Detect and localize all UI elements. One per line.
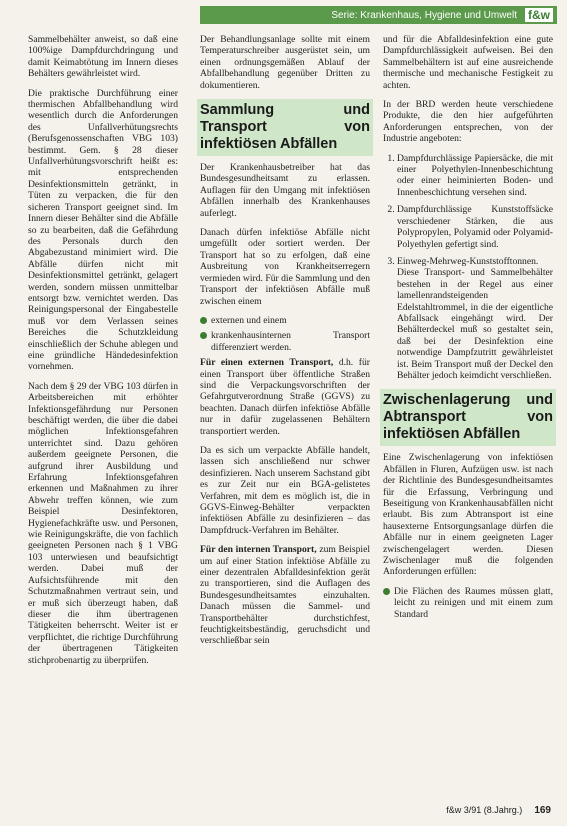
run-in-heading: Für einen externen Transport, [200,357,334,369]
paragraph: Der Krankenhausbetreiber hat das Bundesgesundheitsamt zu erlassen. Auflagen für den Umgang mit infektiösen Abfällen innerhalb des Krankenhauses auferlegt. [200,162,370,219]
paragraph: Da es sich um verpackte Abfälle handelt, lassen sich anschließend nur schwer desinfizieren. Nach unserem Sachstand gibt es zur Zeit nur ein BGA-gelistetes Verfahren, mit dem es möglich ist, die in GGVS-Einweg-Behälter verpackten infektiösen Abfälle zu desinfizieren – das Dampfdruck-Verfahren im Behälter. [200,444,370,536]
run-in-heading: Für den internen Transport, [200,544,317,556]
bullet-item [200,330,370,353]
page-number: 169 [534,805,551,816]
bullet-icon [200,317,207,324]
journal-issue: f&w 3/91 (8.Jahrg.) [446,805,523,815]
paragraph: Der Behandlungsanlage sollte mit einem Temperaturschreiber ausgerüstet sein, um einen ordnungsgemäßen Ablauf der Abfallbehandlung gegenüber Dritten zu dokumentieren. [200,34,370,91]
paragraph: und für die Abfalldesinfektion eine gute Dampfdurchlässigkeit aufweisen. Bei den Sammelbehältern ist auf eine ausreichende thermische und mechanische Festigkeit zu achten. [383,34,553,91]
section-heading: Sammlung und Transport von infektiösen Abfällen [200,102,370,153]
paragraph: Die praktische Durchführung einer thermischen Abfallbehandlung wird wesentlich durch die Anforderungen des Unfallverhütungsrechts (Berufsgenossenschaften VBG 103) bestimmt. Gem. § 28 dieser Unfallverhütungsvorschrift heißt es: mit entsprechenden Desinfektionsmitteln getränkt, in Tüten zu verpacken, die für den sicheren Transport geeignet sind. Im Innern dieser Behälter sind die Abfälle so zu bearbeiten, daß die Gefährdung des Personals durch den Abgabezustand minimiert wird. Die Abfälle dürfen nicht mit Desinfektionsmittel getränkt, gelagert werden, sondern müssen unmittelbar entsorgt bzw. vernichtet werden. Das Reinigungspersonal der Eingabestelle muß vor dem Verlassen seines Bereiches die Schutzkleidung einschließlich der Schuhe ablegen und eine gründliche Händedesinfektion vornehmen. [28,87,178,373]
section-heading-box [197,99,373,156]
paragraph: Nach dem § 29 der VBG 103 dürfen in Arbeitsbereichen mit erhöhter Infektionsgefährdung nur Personen beschäftigt werden, die über die dabei möglichen Infektionsgefahren unterrichtet sind. Dazu gehören außerdem geeignete Personen, die aufgrund ihrer Ausbildung und Erfahrung Infektionsgefahren erkennen und Maßnahmen zu ihrer Abwehr treffen können, wie zum Beispiel Desinfektoren, Hygienefachkräfte usw. und Personen, wie Reinigungskräfte, die von fachlich geeigneten Personen nach § 1 VBG 103 unterwiesen und beaufsichtigt werden. Dabei muß der Aufsichtsführende mit den Schutzmaßnahmen vertraut sein, und er muß sich überzeugt haben, daß dieser die ihm übertragenen Tätigkeiten beherrscht. Weiter ist er verpflichtet, die richtige Durchführung der übertragenen Tätigkeiten stichprobenartig zu überprüfen. [28,380,178,666]
paragraph: Danach dürfen infektiöse Abfälle nicht umgefüllt oder sortiert werden. Der Transport hat so zu erfolgen, daß eine Ausbreitung von Krankheitserregern vermieden wird. Für die Sammlung und den Transport der infektiösen Abfälle muß zwischen einem [200,227,370,307]
list-item: 3. Einweg-Mehrweg-Kunststofftonnen. Diese Transport- und Sammelbehälter bestehen in der Regel aus einer lamellenrandsteigenden Edelstahltrommel, in die der eigentliche Abfallsack eingehängt wird. Der Behälterdeckel muß so gestaltet sein, daß bei der Desinfektion eine notwendige Dampfzutritt gewährleistet ist. Beim Transport muß der Deckel den Behälter jedoch keimdicht verschließen. [397,256,553,381]
bullet-text: krankenhausinternen Transport differenziert werden. [211,330,370,353]
page-header [200,6,557,24]
paragraph: In der BRD werden heute verschiedene Produkte, die den hier aufgeführten Anforderungen entsprechen, von der Industrie angeboten: [383,99,553,145]
bullet-text: Die Flächen des Raumes müssen glatt, leicht zu reinigen und mit einem zum Standard [394,585,553,620]
section-heading-box [380,389,556,446]
page-footer [446,805,551,816]
paragraph: Sammelbehälter anweist, so daß eine 100%ige Dampfdurchdringung und damit Keimabtötung im Innern dieses Behälters gewährleistet wird. [28,34,178,80]
paragraph-text: d.h. für einen Transport über öffentliche Straßen sind die Verpackungsvorschriften der Gefahrgutverordnung Straße (GGVS) zu beachten. Danach dürfen infektiöse Abfälle nur in dafür zugelassenen Behältern transportiert werden. [200,357,370,437]
journal-logo: f&w [525,8,553,22]
bullet-icon [200,332,207,339]
column-2 [200,34,370,655]
paragraph [200,357,370,437]
column-1 [28,34,178,674]
bullet-item [200,315,370,326]
section-heading: Zwischenlagerung und Abtransport von infektiösen Abfällen [383,392,553,443]
column-3 [383,34,553,624]
list-item: 2. Dampfdurchlässige Kunststoffsäcke verschiedener Stärken, die aus Polypropylen, Polyamid oder Polyamid-Polyethylen gefertigt sind. [397,204,553,250]
paragraph: Eine Zwischenlagerung von infektiösen Abfällen in Fluren, Aufzügen usw. ist nach der Richtlinie des Bundesgesundheitsamtes für die Erfassung, Verbringung und Beseitigung von Krankenhausabfällen nicht erlaubt. Bis zum Abtransport ist eine hausexterne Entsorgungsanlage dürfen die Abfälle nur in einem geeigneten Lager zwischengelagert werden. Diesen Zwischenlager muß die folgenden Anforderungen erfüllen: [383,452,553,578]
bullet-icon [383,588,390,595]
bullet-text: externen und einem [211,314,287,326]
list-item: 1. Dampfdurchlässige Papiersäcke, die mit einer Polyethylen-Innenbeschichtung oder einer heiminierten Boden- und Innenbeschichtung versehen sind. [397,153,553,199]
paragraph [200,544,370,647]
bullet-item [383,586,553,620]
header-title: Serie: Krankenhaus, Hygiene und Umwelt [331,9,517,21]
paragraph-text: zum Beispiel um auf einer Station infektiöse Abfälle zu einer dezentralen Abfalldesinfektion gerät zu transportieren, sind die Auflagen des Bundesgesundheitsamtes einzuhalten. Danach müssen die Sammel- und Transportbehälter durchstichfest, feuchtigkeitsbeständig, geruchsdicht und verschließbar sein [200,544,370,647]
numbered-list [383,153,553,382]
